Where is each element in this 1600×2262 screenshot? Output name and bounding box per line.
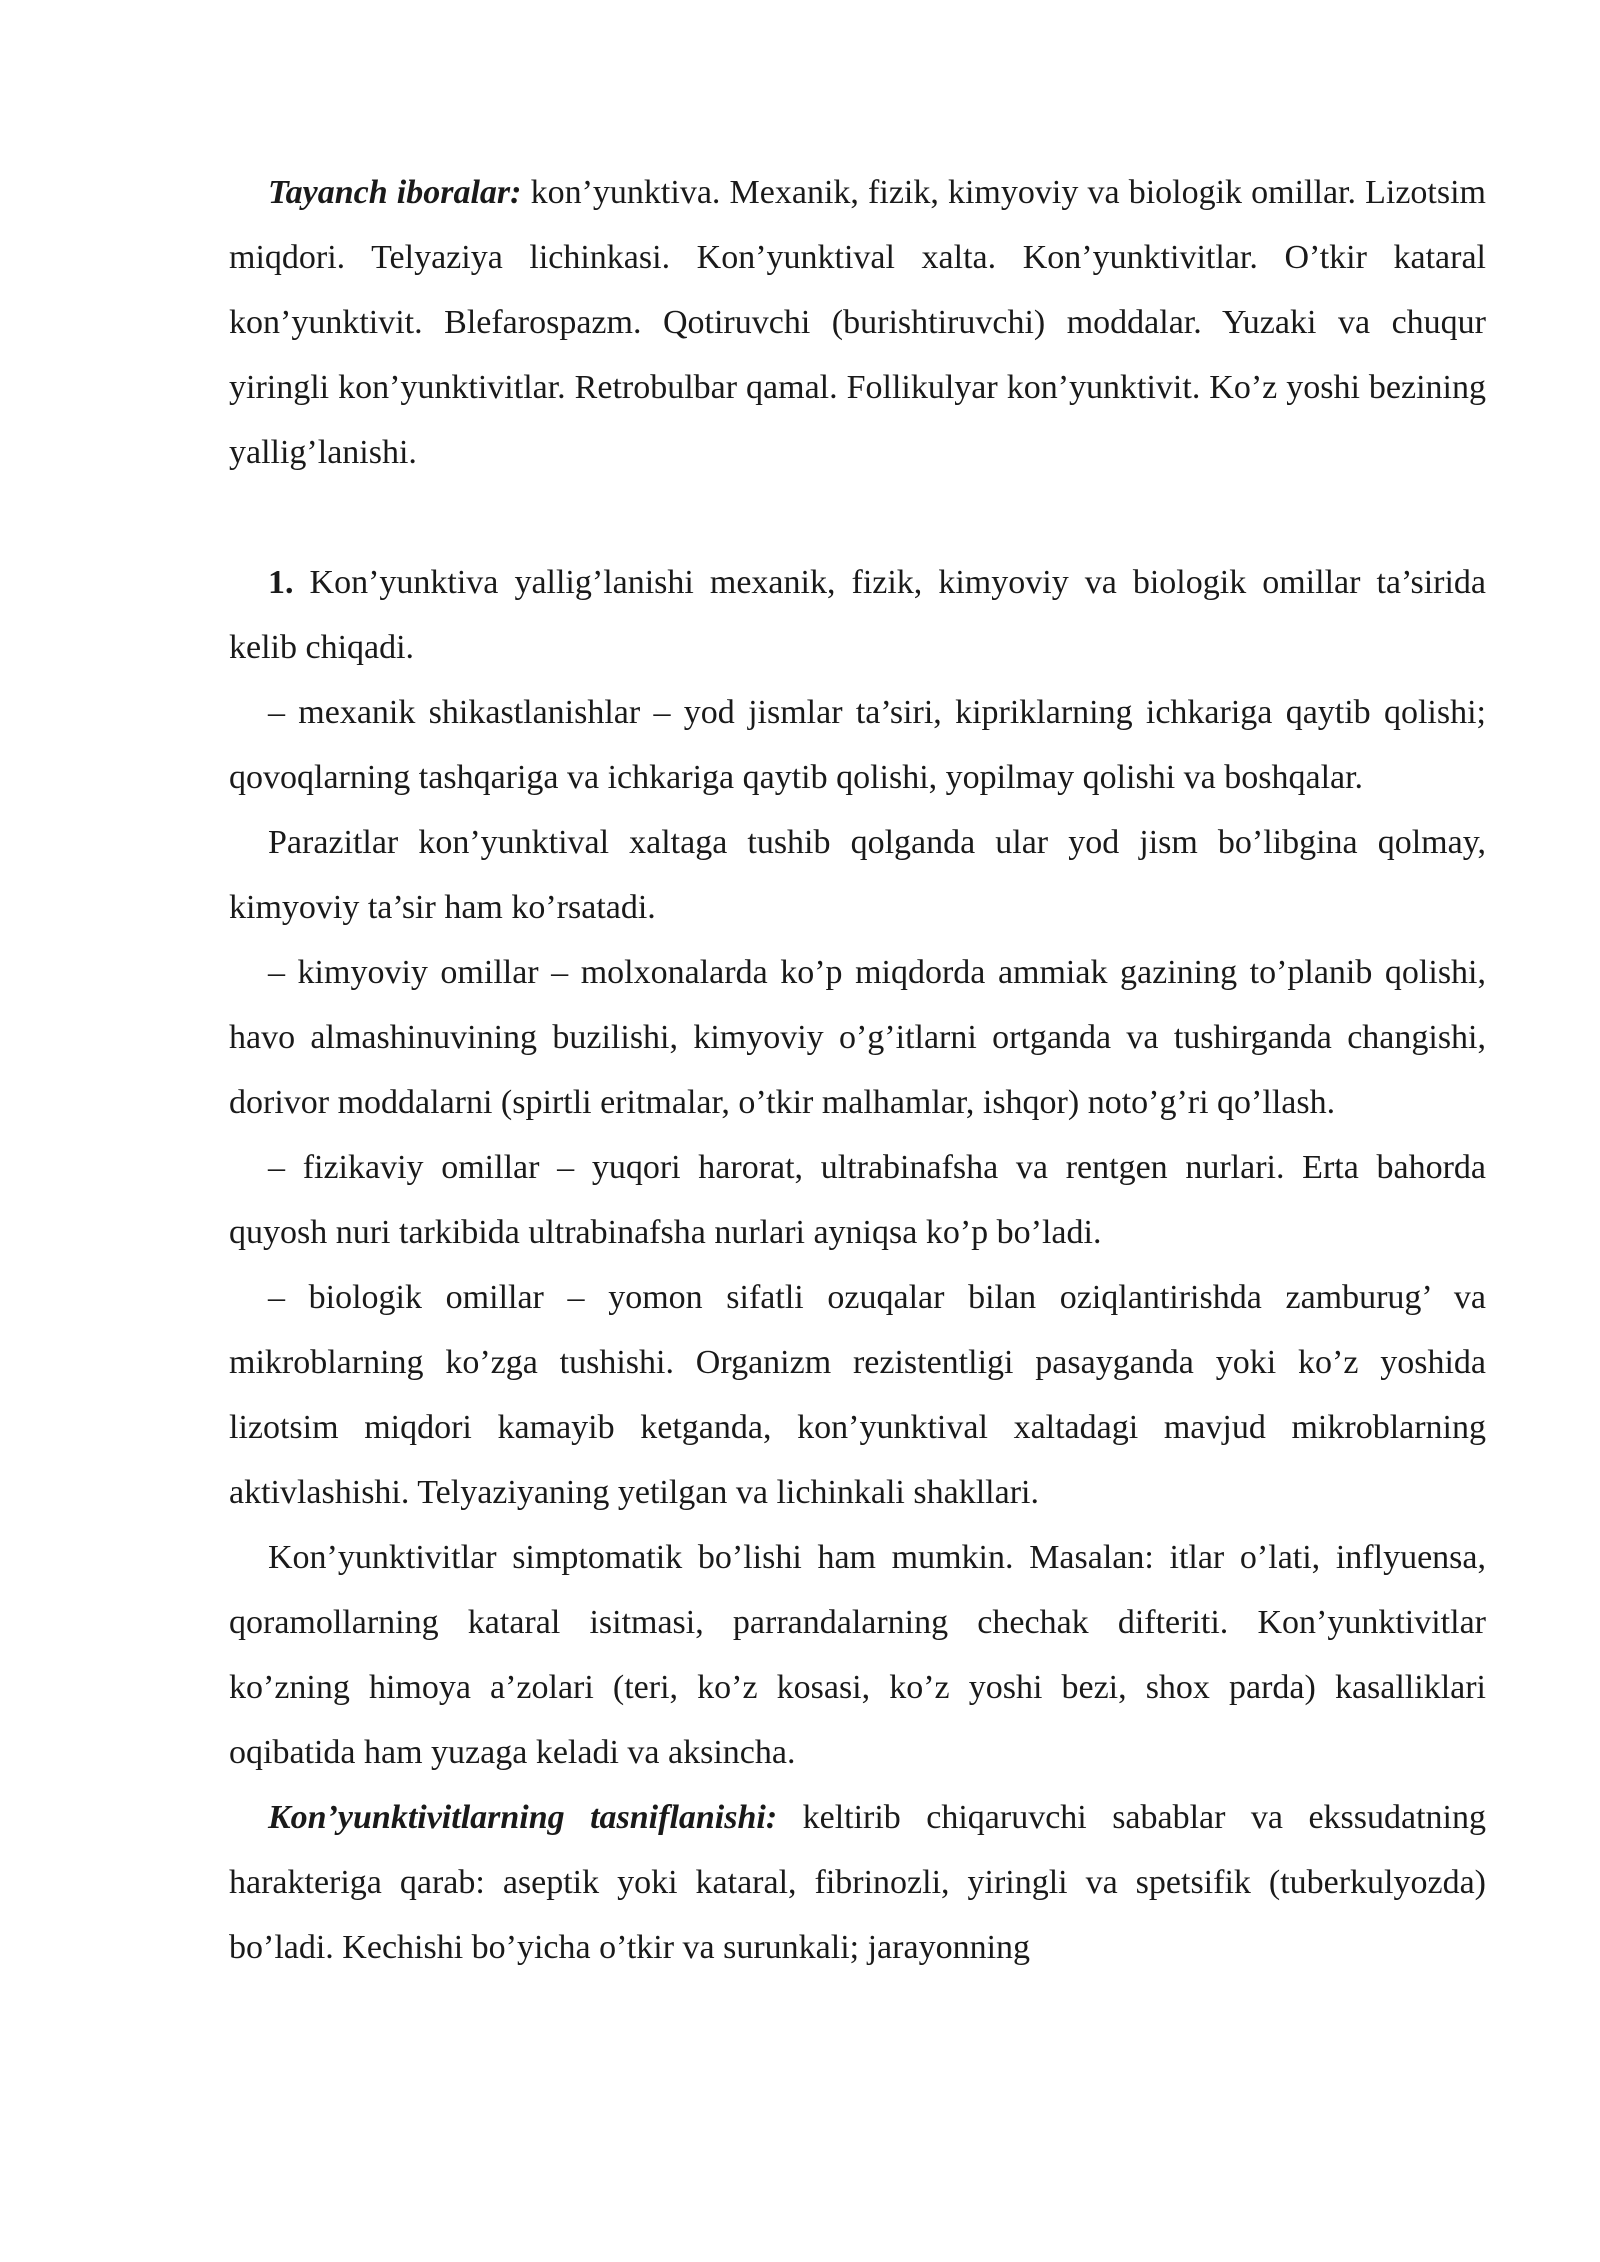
document-page — [229, 160, 1486, 1980]
keywords-label: Tayanch iboralar: — [268, 174, 522, 211]
section-1-intro — [229, 550, 1486, 680]
chemical-factors-paragraph: – kimyoviy omillar – molxonalarda ko’p miqdorda ammiak gazining to’planib qolishi, havo almashinuvining buzilishi, kimyoviy o’g’itlarni ortganda va tushirganda changishi, dorivor moddalarni (spirtli eritmalar, o’tkir malhamlar, ishqor) noto’g’ri qo’llash. — [229, 954, 1486, 1121]
paragraph-gap — [229, 485, 1486, 550]
biological-factors-paragraph: – biologik omillar – yomon sifatli ozuqalar bilan oziqlantirishda zamburug’ va mikroblarning ko’zga tushishi. Organizm rezistentligi pasayganda yoki ko’z yoshida lizotsim miqdori kamayib ketganda, kon’yunktival xaltadagi mavjud mikroblarning aktivlashishi. Telyaziyaning yetilgan va lichinkali shakllari. — [229, 1279, 1486, 1511]
mechanical-factors-paragraph: – mexanik shikastlanishlar – yod jismlar ta’siri, kipriklarning ichkariga qaytib qolishi; qovoqlarning tashqariga va ichkariga qaytib qolishi, yopilmay qolishi va boshqalar. — [229, 694, 1486, 796]
keywords-text: kon’yunktiva. Mexanik, fizik, kimyoviy va biologik omillar. Lizotsim miqdori. Telyaziya lichinkasi. Kon’yunktival xalta. Kon’yunktivitlar. O’tkir kataral kon’yunktivit. Blefarospazm. Qotiruvchi (burishtiruvchi) moddalar. Yuzaki va chuqur yiringli kon’yunktivitlar. Retrobulbar qamal. Follikulyar kon’yunktivit. Ko’z yoshi bezining yallig’lanishi. — [229, 174, 1487, 471]
symptomatic-paragraph: Kon’yunktivitlar simptomatik bo’lishi ham mumkin. Masalan: itlar o’lati, inflyuensa, qoramollarning kataral isitmasi, parrandalarning chechak difteriti. Kon’yunktivitlar ko’zning himoya a’zolari (teri, ko’z kosasi, ko’z yoshi bezi, shox parda) kasalliklari oqibatida ham yuzaga keladi va aksincha. — [229, 1539, 1486, 1771]
section-1-text: Kon’yunktiva yallig’lanishi mexanik, fizik, kimyoviy va biologik omillar ta’sirida kelib chiqadi. — [229, 564, 1486, 666]
classification-text: keltirib chiqaruvchi sabablar va ekssudatning harakteriga qarab: aseptik yoki kataral, fibrinozli, yiringli va spetsifik (tuberkulyozda) bo’ladi. Kechishi bo’yicha o’tkir va surunkali; jarayonning — [229, 1799, 1486, 1966]
section-number: 1. — [268, 564, 294, 601]
classification-paragraph — [229, 1785, 1486, 1980]
classification-label: Kon’yunktivitlarning tasniflanishi: — [268, 1799, 778, 1836]
keywords-paragraph — [229, 160, 1486, 485]
physical-factors-paragraph: – fizikaviy omillar – yuqori harorat, ultrabinafsha va rentgen nurlari. Erta bahorda quyosh nuri tarkibida ultrabinafsha nurlari ayniqsa ko’p bo’ladi. — [229, 1149, 1486, 1251]
parasites-paragraph: Parazitlar kon’yunktival xaltaga tushib qolganda ular yod jism bo’libgina qolmay, kimyoviy ta’sir ham ko’rsatadi. — [229, 824, 1486, 926]
